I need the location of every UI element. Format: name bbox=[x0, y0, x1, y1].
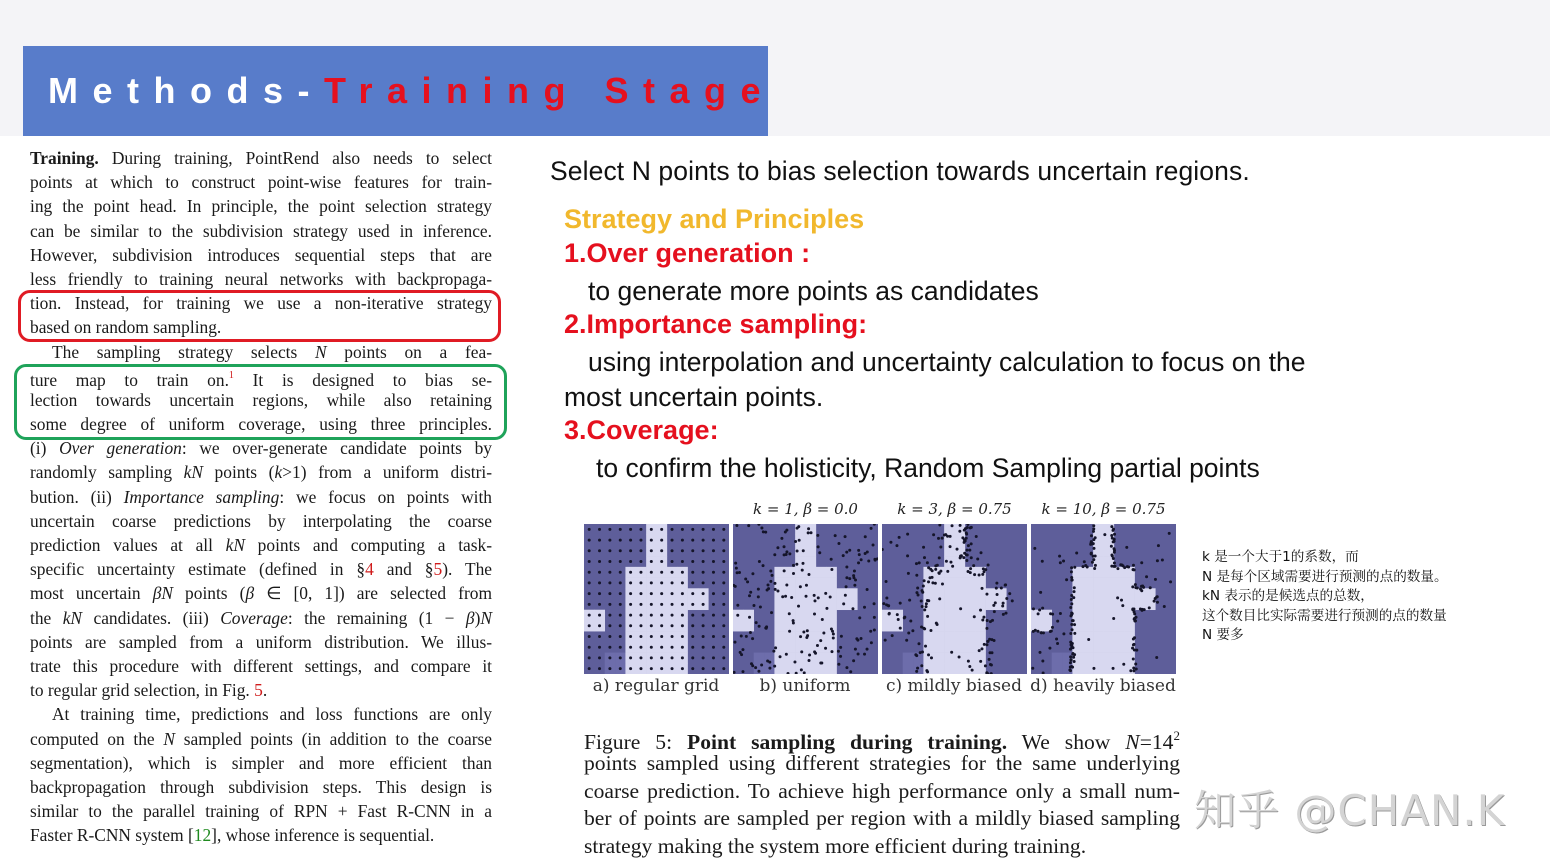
caption-line: Figure 5: Point sampling during training. We show $N=14^2$ bbox=[584, 728, 1180, 754]
highlight-box-green bbox=[14, 364, 507, 440]
principle-3-heading: 3.Coverage: bbox=[564, 415, 719, 445]
paper-line: most uncertain βN points (β ∈ [0, 1]) are selected from bbox=[30, 583, 492, 604]
note-line: N 是每个区域需要进行预测的点的数量。 bbox=[1202, 568, 1448, 585]
paper-line: segmentation), which is simpler and more efficient than bbox=[30, 752, 492, 773]
paper-line: some degree of uniform coverage, using three principles. bbox=[30, 414, 492, 435]
note-line: 这个数目比实际需要进行预测的点的数量 bbox=[1202, 607, 1447, 624]
figure-caption bbox=[584, 722, 1180, 861]
panel-c-label: c) mildly biased bbox=[886, 676, 1022, 696]
note-line: N 要多 bbox=[1202, 627, 1244, 644]
paper-line: specific uncertainty estimate (defined in §4 and §5). The bbox=[30, 559, 492, 580]
note-line: k 是一个大于1的系数，而 bbox=[1202, 549, 1359, 565]
paper-line: computed on the N sampled points (in addition to the coarse bbox=[30, 728, 492, 749]
paper-line: bution. (ii) Importance sampling: we focus on points with bbox=[30, 486, 492, 507]
paper-line: can be similar to the subdivision strategy used in inference. bbox=[30, 220, 492, 241]
principle-1-desc: to generate more points as candidates bbox=[588, 276, 1039, 306]
paper-line: uncertain coarse predictions by interpolating the coarse bbox=[30, 510, 492, 531]
paper-line: the kN candidates. (iii) Coverage: the remaining (1 − β)N bbox=[30, 607, 492, 628]
paper-line: Training. During training, PointRend also needs to select bbox=[30, 148, 492, 168]
panel-a-label: a) regular grid bbox=[592, 676, 720, 696]
caption-line: strategy making the system more efficient during training. bbox=[584, 834, 1087, 859]
paper-line: trate this procedure with different settings, and compare it bbox=[30, 655, 492, 676]
title-highlight: Training Stage bbox=[323, 70, 776, 111]
paper-line: At training time, predictions and loss functions are only bbox=[52, 704, 492, 725]
paper-line: ing the point head. In principle, the point selection strategy bbox=[30, 196, 492, 217]
caption-line: points sampled using different strategies for the same underlying bbox=[584, 750, 1180, 775]
reference-link[interactable]: 12 bbox=[193, 825, 212, 846]
paper-line: ture map to train on.$^1$ It is designed to bias se- bbox=[30, 369, 492, 390]
reference-link[interactable]: 5 bbox=[433, 559, 443, 580]
reference-link[interactable]: 1 bbox=[228, 369, 234, 381]
paper-line: lection towards uncertain regions, while also retaining bbox=[30, 389, 492, 410]
paper-line: points at which to construct point-wise features for train- bbox=[30, 172, 492, 193]
principle-2-desc: using interpolation and uncertainty calculation to focus on the bbox=[588, 347, 1306, 377]
paper-line: based on random sampling. bbox=[30, 317, 222, 338]
paper-line: less friendly to training neural networks with backpropaga- bbox=[30, 268, 492, 289]
panel-d-param: k = 10, β = 0.75 bbox=[1041, 500, 1166, 518]
paper-line: Faster R-CNN system [12], whose inference is sequential. bbox=[30, 825, 435, 846]
panel-b-label: b) uniform bbox=[759, 676, 851, 696]
principle-2-desc-cont: most uncertain points. bbox=[564, 382, 824, 412]
panel-c-param: k = 3, β = 0.75 bbox=[897, 500, 1012, 518]
panel-d-label: d) heavily biased bbox=[1030, 676, 1176, 696]
paper-line: (i) Over generation: we over-generate candidate points by bbox=[30, 438, 492, 459]
paper-line: backpropagation through subdivision steps. This design is bbox=[30, 776, 492, 797]
reference-link[interactable]: 5 bbox=[254, 680, 263, 701]
slide-title-box bbox=[23, 46, 776, 136]
paper-line: tion. Instead, for training we use a non-iterative strategy bbox=[30, 293, 492, 314]
panel-c-image bbox=[882, 524, 1027, 674]
panel-b-param: k = 1, β = 0.0 bbox=[753, 500, 858, 518]
slide-title bbox=[48, 70, 775, 112]
title-prefix: Methods- bbox=[48, 70, 324, 111]
panel-b-image bbox=[733, 524, 878, 674]
paper-line: randomly sampling kN points (k>1) from a uniform distri- bbox=[30, 462, 492, 483]
watermark: 知乎 @CHAN.K bbox=[1194, 786, 1506, 835]
paper-line: similar to the parallel training of RPN + Fast R-CNN in a bbox=[30, 801, 492, 822]
panel-a-image bbox=[584, 524, 729, 674]
highlight-box-red bbox=[18, 290, 501, 342]
paper-line: points are sampled from a uniform distribution. We illus- bbox=[30, 631, 492, 652]
paper-line: to regular grid selection, in Fig. 5. bbox=[30, 680, 268, 701]
reference-link[interactable]: 4 bbox=[365, 559, 374, 580]
caption-line: ber of points are sampled per region with a mildly biased sampling bbox=[584, 806, 1180, 831]
paper-excerpt bbox=[30, 146, 492, 847]
strategy-heading: Strategy and Principles bbox=[564, 204, 865, 234]
principle-1-heading: 1.Over generation : bbox=[564, 238, 811, 268]
panel-d-image bbox=[1031, 524, 1176, 674]
note-line: kN 表示的是候选点的总数， bbox=[1202, 588, 1374, 605]
paper-line: prediction values at all kN points and computing a task- bbox=[30, 535, 492, 555]
paper-line: The sampling strategy selects N points on a fea- bbox=[52, 341, 492, 362]
principle-3-desc: to confirm the holisticity, Random Sampling partial points bbox=[596, 453, 1260, 483]
chinese-note bbox=[1202, 548, 1448, 646]
slide-subtitle: Select N points to bias selection towards uncertain regions. bbox=[550, 156, 1250, 186]
caption-line: coarse prediction. To achieve high performance only a small num- bbox=[584, 778, 1180, 803]
paper-line: However, subdivision introduces sequential steps that are bbox=[30, 244, 492, 265]
principle-2-heading: 2.Importance sampling: bbox=[564, 309, 868, 339]
